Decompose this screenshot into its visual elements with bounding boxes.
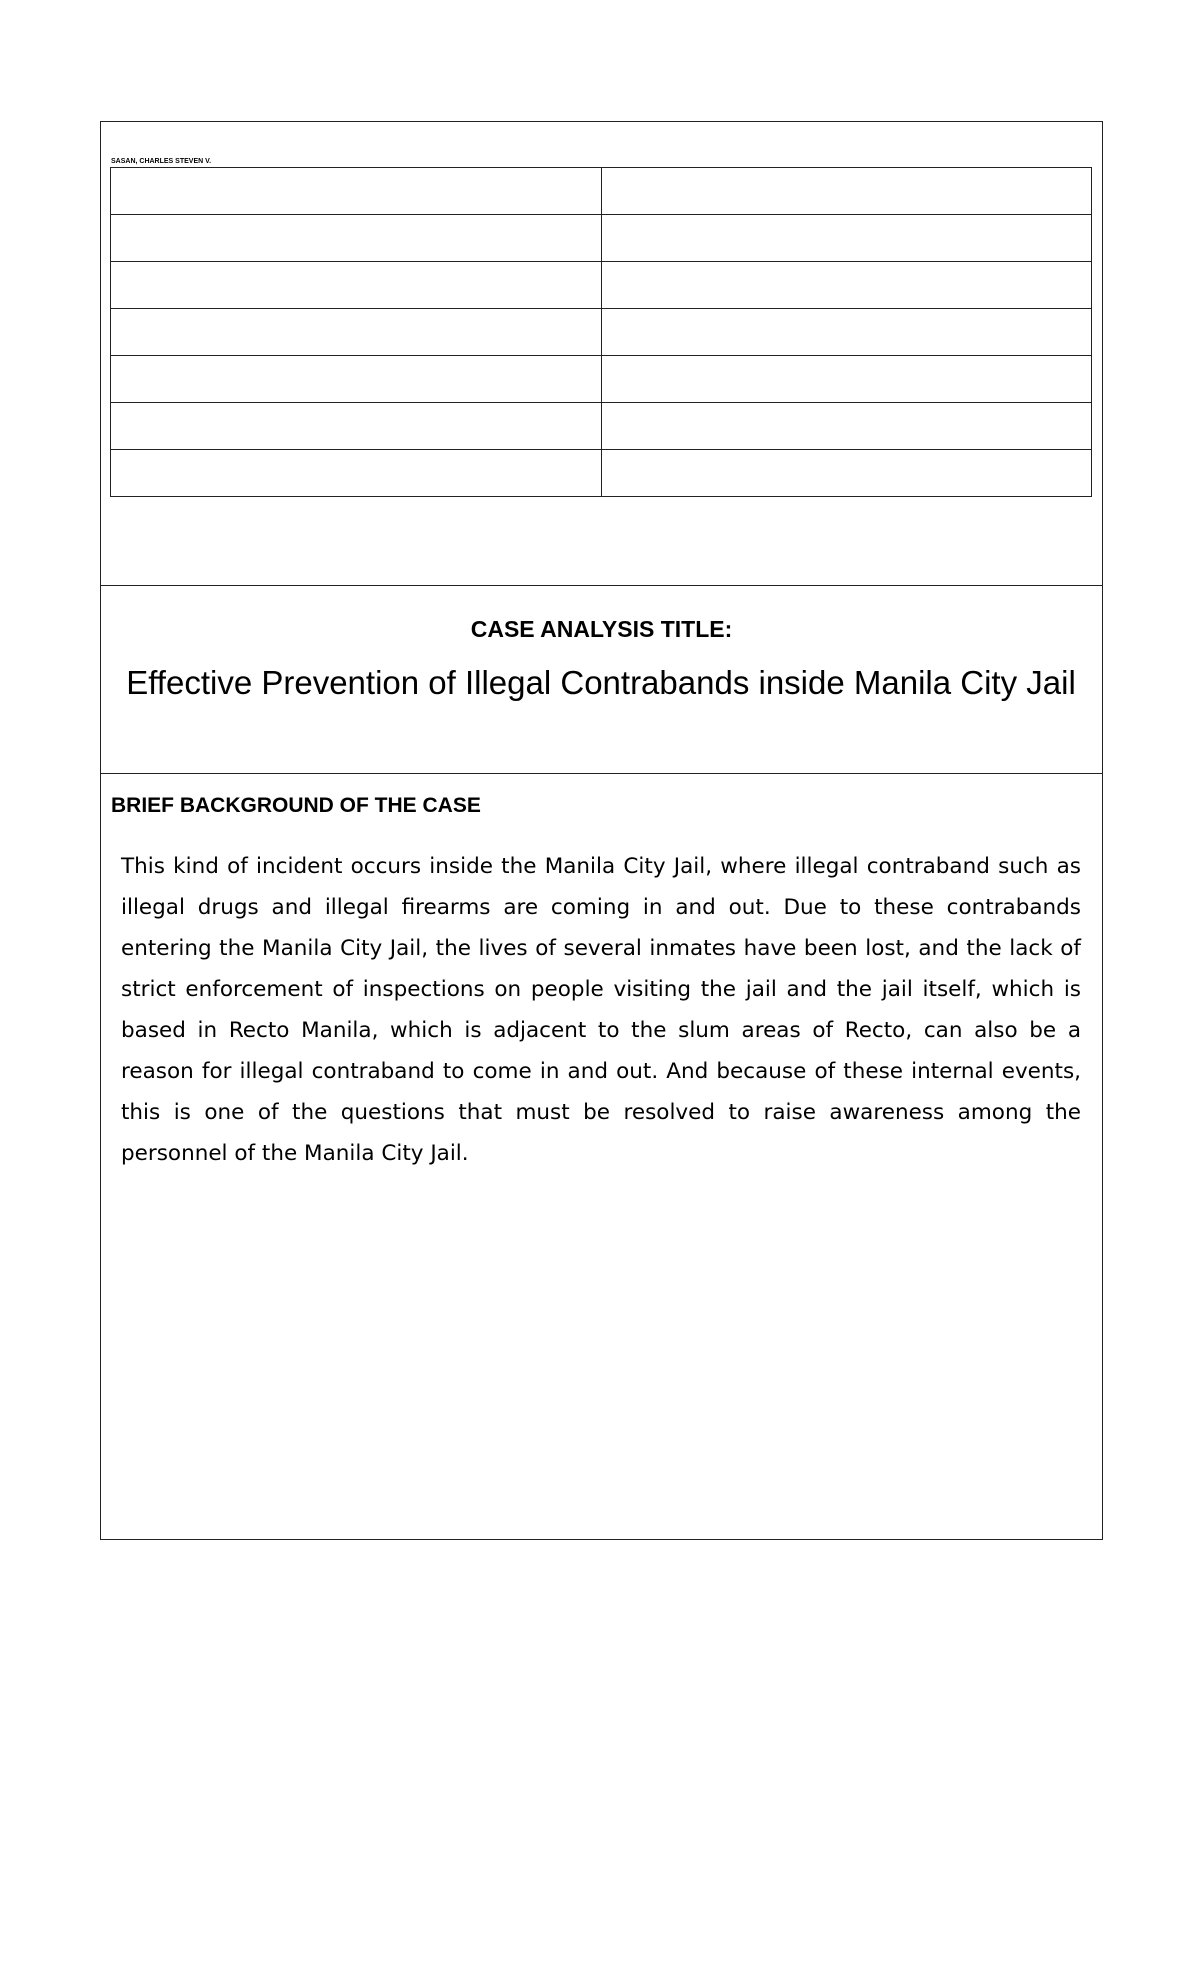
author-name: SASAN, CHARLES STEVEN V. <box>111 158 212 165</box>
table-row <box>111 215 1092 262</box>
header-section <box>101 122 1102 585</box>
table-row <box>111 450 1092 497</box>
table-row <box>111 309 1092 356</box>
title-section <box>101 585 1102 773</box>
case-analysis-form <box>100 121 1103 1540</box>
table-cell <box>111 215 602 262</box>
background-body: This kind of incident occurs inside the Manila City Jail, where illegal contraband such as illegal drugs and illegal firearms are coming in and out. Due to these contrabands entering the Manila City Jail, the lives of several inmates have been lost, and the lack of strict enforcement of inspections on people visiting the jail and the jail itself, which is based in Recto Manila, which is adjacent to the slum areas of Recto, can also be a reason for illegal contraband to come in and out. And because of these internal events, this is one of the questions that must be resolved to raise awareness among the personnel of the Manila City Jail. <box>121 854 1081 1166</box>
table-cell <box>111 309 602 356</box>
table-cell <box>601 403 1092 450</box>
table-cell <box>111 403 602 450</box>
table-cell <box>111 262 602 309</box>
case-title-label: CASE ANALYSIS TITLE: <box>470 616 733 642</box>
info-table <box>110 167 1092 497</box>
table-row <box>111 262 1092 309</box>
table-row <box>111 403 1092 450</box>
background-heading: BRIEF BACKGROUND OF THE CASE <box>111 794 481 817</box>
table-cell <box>601 356 1092 403</box>
table-row <box>111 168 1092 215</box>
table-cell <box>601 450 1092 497</box>
table-cell <box>111 356 602 403</box>
table-cell <box>601 168 1092 215</box>
case-title: Effective Prevention of Illegal Contrabands inside Manila City Jail <box>126 664 1076 701</box>
table-cell <box>601 262 1092 309</box>
table-cell <box>601 215 1092 262</box>
table-cell <box>111 450 602 497</box>
table-cell <box>601 309 1092 356</box>
table-cell <box>111 168 602 215</box>
table-row <box>111 356 1092 403</box>
background-section <box>101 773 1102 1539</box>
